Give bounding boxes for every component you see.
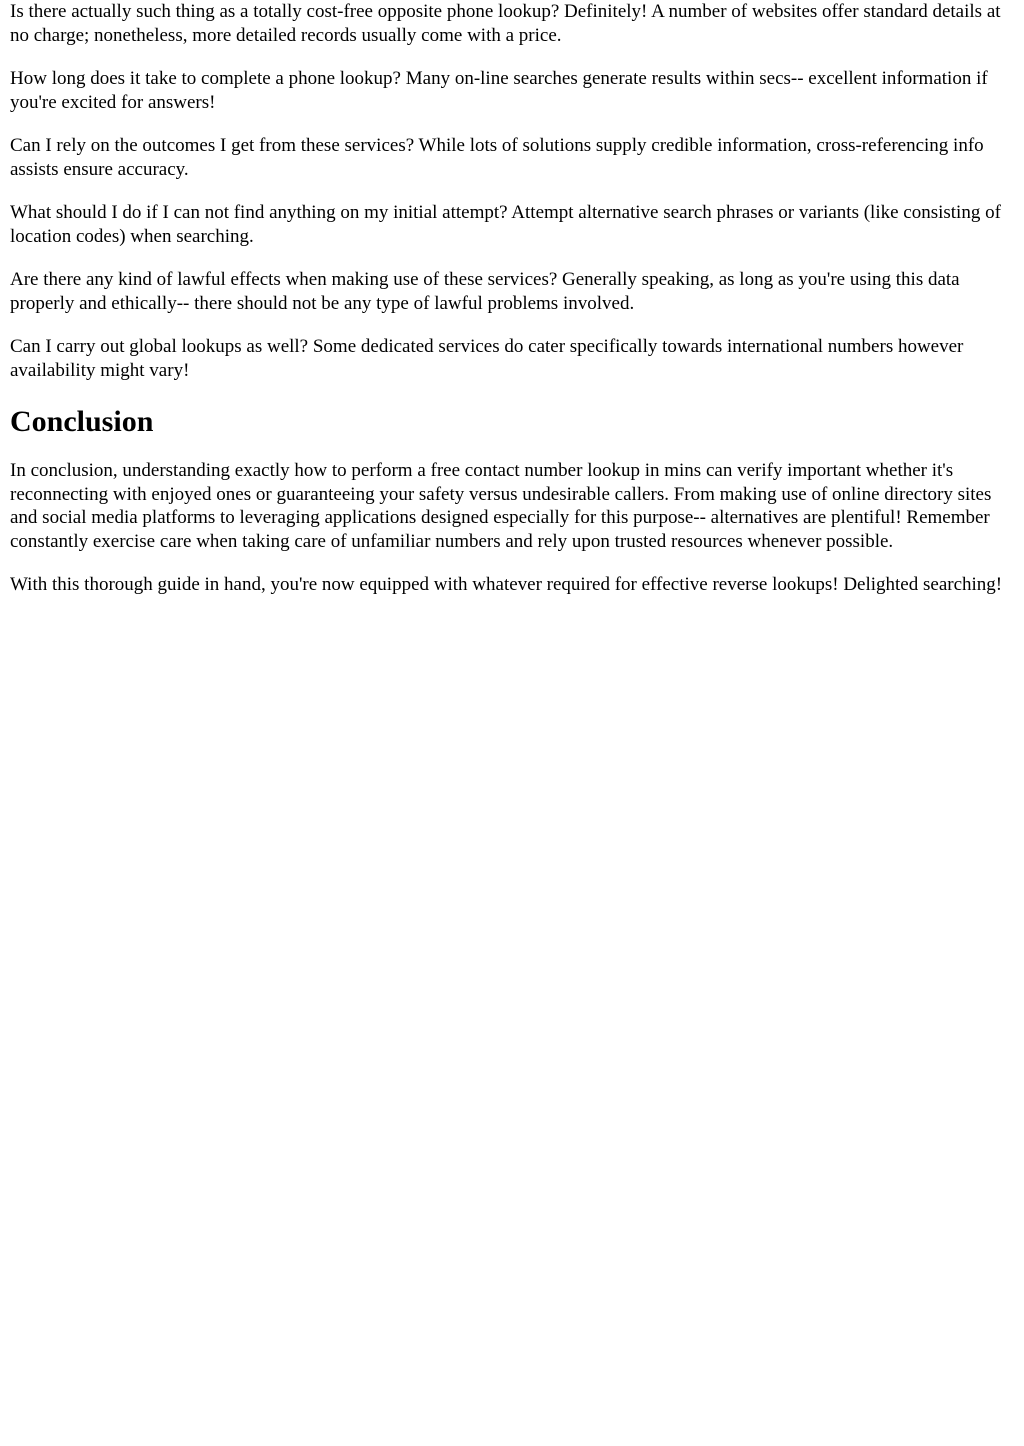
faq-paragraph: Is there actually such thing as a totally cost-free opposite phone lookup? Definitely! A number of websites offer standard details at no charge; nonetheless, more detailed records usually come with a price. <box>10 1 1001 46</box>
faq-paragraph: What should I do if I can not find anything on my initial attempt? Attempt alternative search phrases or variants (like consisting of location codes) when searching. <box>10 202 1001 247</box>
conclusion-paragraph: With this thorough guide in hand, you're now equipped with whatever required for effective reverse lookups! Delighted searching! <box>10 574 1003 595</box>
article-page <box>0 0 1024 597</box>
faq-paragraph: How long does it take to complete a phone lookup? Many on-line searches generate results within secs-- excellent information if you're excited for answers! <box>10 68 988 113</box>
faq-paragraph: Are there any kind of lawful effects when making use of these services? Generally speaking, as long as you're using this data properly and ethically-- there should not be any type of lawful problems involved. <box>10 269 960 314</box>
conclusion-paragraph: In conclusion, understanding exactly how to perform a free contact number lookup in mins can verify important whether it's reconnecting with enjoyed ones or guaranteeing your safety versus undesirable callers. From making use of online directory sites and social media platforms to leveraging applications designed especially for this purpose-- alternatives are plentiful! Remember constantly exercise care when taking care of unfamiliar numbers and rely upon trusted resources whenever possible. <box>10 460 992 552</box>
faq-paragraph: Can I carry out global lookups as well? Some dedicated services do cater specifically towards international numbers however availability might vary! <box>10 336 964 381</box>
conclusion-heading: Conclusion <box>10 405 154 438</box>
faq-paragraph: Can I rely on the outcomes I get from these services? While lots of solutions supply credible information, cross-referencing info assists ensure accuracy. <box>10 135 984 180</box>
conclusion-section <box>10 404 1014 597</box>
faq-section <box>10 0 1014 382</box>
